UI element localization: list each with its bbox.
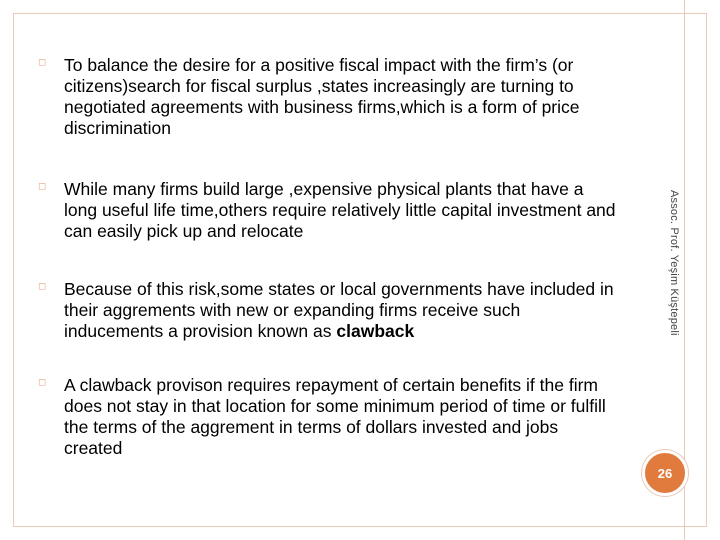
bullet-square-icon: ◻ bbox=[38, 377, 47, 388]
author-side-label: Assoc. Prof. Yeşim Küştepeli bbox=[668, 190, 680, 336]
bullet-square-icon: ◻ bbox=[38, 57, 47, 68]
bullet-item-clawback-repayment bbox=[36, 375, 616, 459]
page-number-badge: 26 bbox=[642, 450, 688, 496]
bullet-square-icon: ◻ bbox=[38, 181, 47, 192]
bullet-item-relocation bbox=[36, 179, 616, 242]
bullet-text-start: Because of this risk,some states or local governments have included in their aggrements with new or expanding firms receive such inducements a provision known as bbox=[64, 279, 614, 341]
bullet-square-icon: ◻ bbox=[38, 281, 47, 292]
right-rule-line bbox=[684, 0, 685, 540]
bullet-text: While many firms build large ,expensive physical plants that have a long useful life time,others require relatively little capital investment and can easily pick up and relocate bbox=[64, 179, 616, 241]
clawback-term: clawback bbox=[336, 321, 415, 341]
bullet-item-clawback-provision bbox=[36, 279, 616, 342]
bullet-text: To balance the desire for a positive fiscal impact with the firm’s (or citizens)search for fiscal surplus ,states increasingly are turning to negotiated agreements with business firms,which is a form of price discrimination bbox=[64, 55, 580, 138]
bullet-item-fiscal-impact bbox=[36, 55, 616, 139]
bullet-text: A clawback provison requires repayment of certain benefits if the firm does not stay in that location for some minimum period of time or fulfill the terms of the aggrement in terms of dollars invested and jobs created bbox=[64, 375, 606, 458]
bullet-text bbox=[64, 279, 616, 342]
